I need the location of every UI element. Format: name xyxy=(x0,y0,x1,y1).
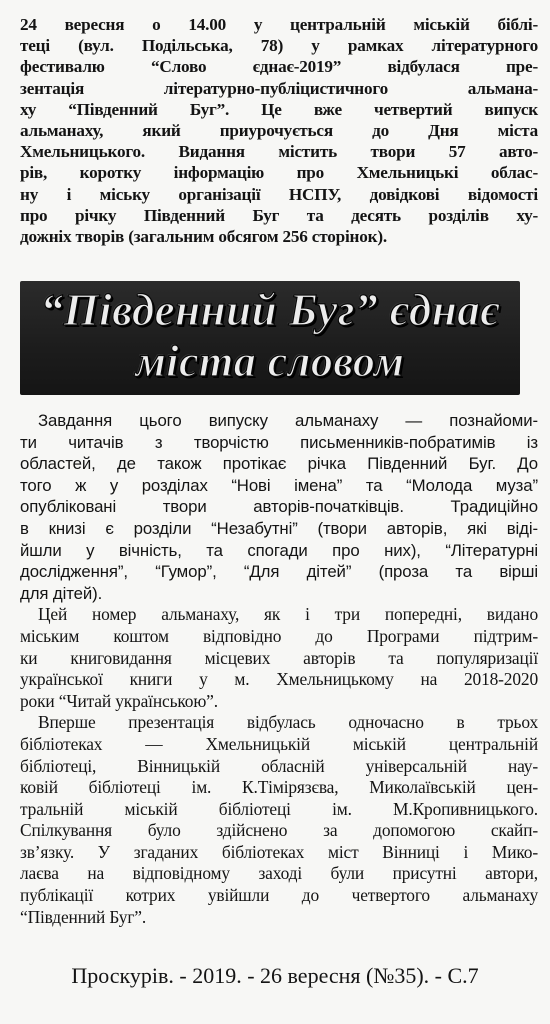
lead-line: альманаху, який приурочується до Дня міста xyxy=(20,121,538,141)
body-line: тральній міській бібліотеці ім. М.Кропивницького. xyxy=(20,798,538,819)
body-line: Завдання цього випуску альманаху — познайоми- xyxy=(38,411,538,430)
body-line: міським коштом відповідно до Програми підтрим- xyxy=(20,625,538,646)
lead-line: 24 вересня о 14.00 у центральній міській біблі- xyxy=(20,15,538,34)
body-line: ковій бібліотеці ім. К.Тімірязєва, Миколаївській цен- xyxy=(20,777,538,798)
lead-line: дожніх творів (загальним обсягом 256 сторінок). xyxy=(20,227,387,247)
body-line: опубліковані твори авторів-початківців. Традиційно xyxy=(20,497,538,517)
body-line: в книзі є розділи “Незабутні” (твори авторів, які віді- xyxy=(20,518,538,538)
lead-paragraph xyxy=(20,14,538,247)
body-line: Цей номер альманаху, як і три попередні, видано xyxy=(38,604,538,625)
body-line: “Південний Буг”. xyxy=(20,906,147,927)
body-line: йшли у вічність, та спогади про них), “Літературні xyxy=(20,540,538,560)
lead-line: фестивалю “Слово єднає-2019” відбулася пре- xyxy=(20,57,538,77)
body-line: української книги у м. Хмельницькому на 2018-2020 xyxy=(20,669,538,690)
body-line: публікації котрих увійшли до четвертого альманаху xyxy=(20,885,538,906)
body-line: роки “Читай українською”. xyxy=(20,690,218,711)
body-line: зв’язку. У згаданих бібліотеках міст Вінниці і Мико- xyxy=(20,841,538,862)
body-line: областей, де також протікає річка Південний Буг. До xyxy=(20,454,538,474)
lead-line: ху “Південний Буг”. Це вже четвертий випуск xyxy=(20,99,538,119)
lead-line: теці (вул. Подільська, 78) у рамках літературного xyxy=(20,36,538,56)
lead-line: рів, коротку інформацію про Хмельницькі облас- xyxy=(20,163,538,183)
body-line: Спілкування було здійснено за допомогою скайп- xyxy=(20,820,538,841)
headline-banner xyxy=(20,281,520,395)
body-line: лаєва на відповідному заході були присутні автори, xyxy=(20,863,538,884)
lead-line: Хмельницького. Видання містить твори 57 авто- xyxy=(20,142,538,162)
body-line: дослідження”, “Гумор”, “Для дітей” (проза та вірші xyxy=(20,562,538,582)
article-body xyxy=(20,410,538,928)
body-line: для дітей). xyxy=(20,583,103,603)
body-line: ки книговидання місцевих авторів та популяризації xyxy=(20,647,538,668)
body-line: бібліотеках — Хмельницькій міській центральній xyxy=(20,733,538,754)
lead-line: ну і міську організації НСПУ, довідкові відомості xyxy=(20,184,538,204)
body-line: Вперше презентація відбулась одночасно в трьох xyxy=(38,712,538,733)
body-line: того ж у розділах “Нові імена” та “Молода муза” xyxy=(20,475,538,495)
headline-line-2: міста словом xyxy=(135,337,405,386)
source-citation: Проскурів. - 2019. - 26 вересня (№35). - С.7 xyxy=(71,963,479,988)
body-line: бібліотеці, Вінницькій обласній універсальній нау- xyxy=(20,755,538,776)
lead-line: про річку Південний Буг та десять розділів ху- xyxy=(20,205,538,225)
body-line: ти читачів з творчістю письменників-побратимів із xyxy=(20,432,538,452)
headline-line-1: “Південний Буг” єднає xyxy=(40,285,500,335)
lead-line: зентація літературно-публіцистичного альмана- xyxy=(20,78,538,98)
